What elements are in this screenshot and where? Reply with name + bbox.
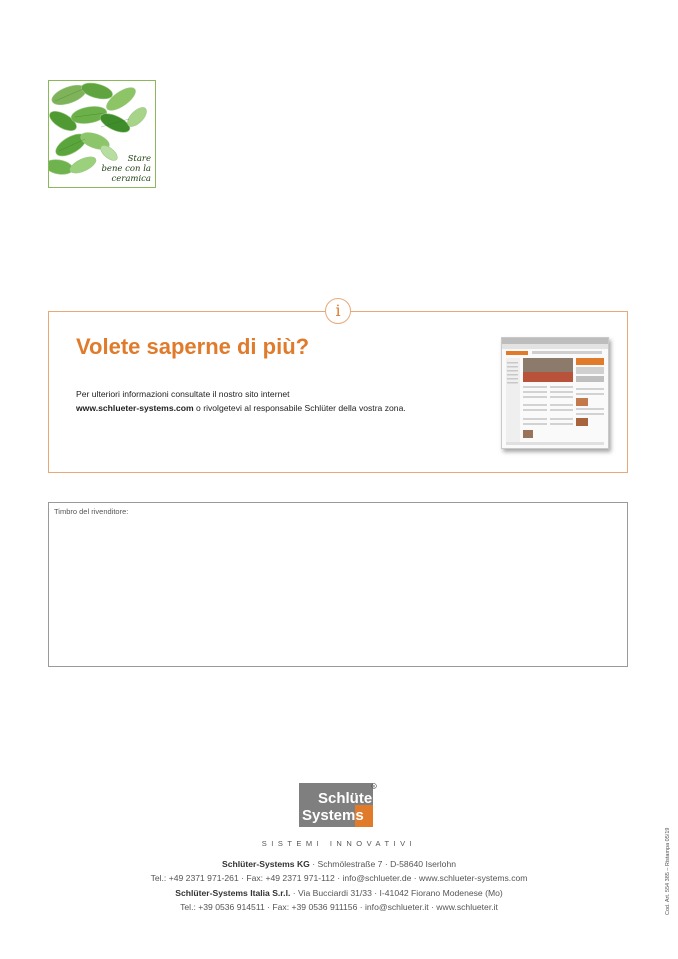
caption-line: ceramica [111, 174, 151, 184]
info-text [76, 387, 406, 415]
company-it: Schlüter-Systems Italia S.r.l. [175, 888, 291, 898]
brand-tagline: SISTEMI INNOVATIVI [261, 839, 417, 848]
website-screenshot [501, 337, 609, 449]
address-it [0, 888, 678, 898]
website-link[interactable]: www.schlueter-systems.com [76, 403, 194, 413]
logo-line1: Schlüter [318, 790, 377, 807]
article-code [665, 820, 673, 915]
contacts-it: Tel.: +39 0536 914511 · Fax: +39 0536 911156 · info@schlueter.it · www.schlueter.it [180, 902, 498, 912]
dealer-stamp-label: Timbro del rivenditore: [54, 507, 129, 516]
website-preview-icon [502, 338, 608, 448]
leaf-logo-caption [101, 154, 151, 184]
svg-text:R: R [372, 784, 376, 789]
stare-bene-logo [48, 80, 156, 188]
info-icon: i [325, 298, 351, 324]
caption-line: Stare [127, 154, 151, 164]
schlueter-logo [299, 783, 377, 827]
caption-line: bene con la [101, 164, 151, 174]
info-title: Volete saperne di più? [76, 334, 310, 359]
info-line1: Per ulteriori informazioni consultate il nostro sito internet [76, 389, 290, 399]
schlueter-systems-logo-icon [299, 783, 377, 827]
street-it: · Via Bucciardi 31/33 · I-41042 Fiorano Modenese (Mo) [290, 888, 503, 898]
logo-line2: Systems [302, 807, 364, 824]
address-de [0, 859, 678, 869]
info-line2: o rivolgetevi al responsabile Schlüter della vostra zona. [193, 403, 406, 413]
street-de: · Schmölestraße 7 · D-58640 Iserlohn [309, 859, 457, 869]
company-de: Schlüter-Systems KG [221, 859, 310, 869]
contacts-de: Tel.: +49 2371 971-261 · Fax: +49 2371 971-112 · info@schlueter.de · www.schlueter-systems.com [150, 873, 528, 883]
article-code-text: Cod. Art. 554 385 – Ristampa 05/19 [665, 827, 671, 915]
dealer-stamp-box [48, 502, 628, 667]
